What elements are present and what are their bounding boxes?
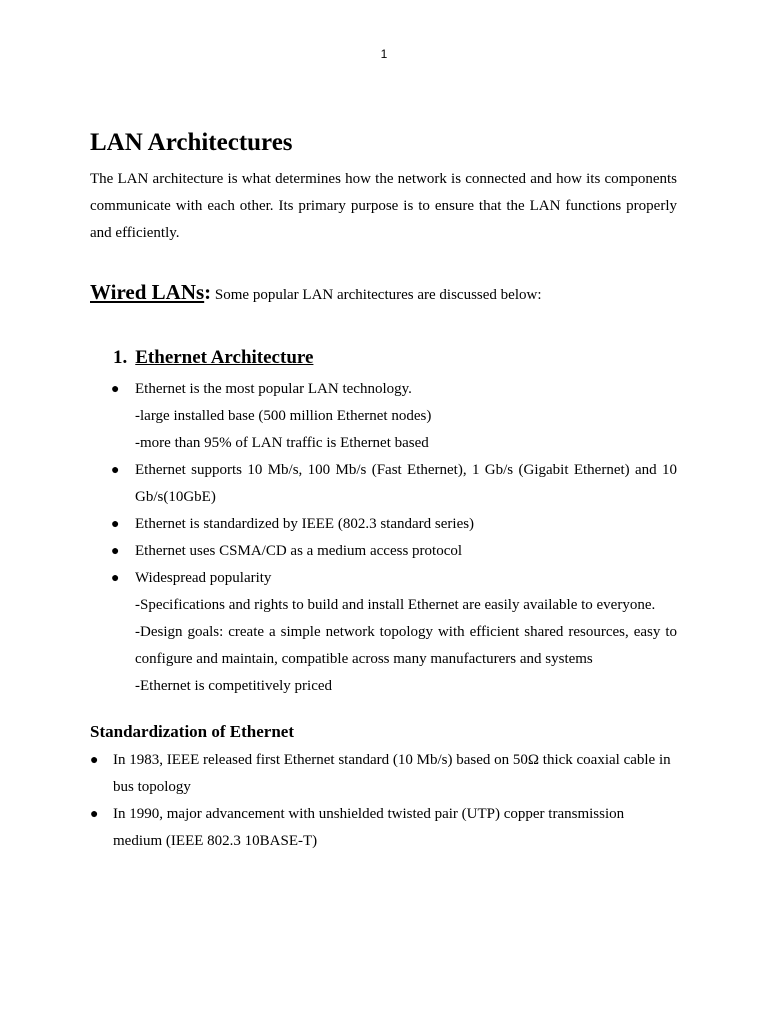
bullet-icon: ● — [111, 544, 120, 559]
list-item: ● Ethernet uses CSMA/CD as a medium access protocol — [90, 538, 677, 565]
wired-lans-line — [90, 277, 677, 310]
section-title-text: Ethernet Architecture — [135, 347, 314, 368]
page-number: 1 — [380, 47, 388, 61]
sub-item: -Specifications and rights to build and install Ethernet are easily available to everyone. — [135, 597, 656, 613]
bullet-icon: ● — [90, 753, 99, 768]
page-title: LAN Architectures — [90, 129, 293, 156]
sub-item: -Design goals: create a simple network topology with efficient shared resources, easy to configure and maintain, compatible across many manufacturers and systems — [135, 624, 677, 667]
standardization-bullet-list — [90, 747, 677, 855]
bullet-icon: ● — [111, 463, 120, 478]
intro-paragraph: The LAN architecture is what determines how the network is connected and how its components communicate with each other. Its primary purpose is to ensure that the LAN functions properly and efficiently. — [90, 171, 677, 241]
sub-item: -more than 95% of LAN traffic is Ethernet based — [135, 435, 429, 451]
bullet-icon: ● — [111, 517, 120, 532]
document-body — [90, 126, 677, 855]
ethernet-section-title — [113, 344, 677, 372]
standardization-heading: Standardization of Ethernet — [90, 722, 294, 741]
sub-item: -Ethernet is competitively priced — [135, 678, 333, 694]
list-item: ● Ethernet is the most popular LAN technology. — [90, 376, 677, 403]
bullet-icon: ● — [111, 571, 120, 586]
list-item: ● Ethernet is standardized by IEEE (802.3 standard series) — [90, 511, 677, 538]
list-item: ● Ethernet supports 10 Mb/s, 100 Mb/s (Fast Ethernet), 1 Gb/s (Gigabit Ethernet) and 10 Gb/s(10GbE) — [90, 457, 677, 511]
wired-lans-heading: Wired LANs: — [90, 280, 212, 304]
list-item: ● In 1990, major advancement with unshielded twisted pair (UTP) copper transmission medium (IEEE 802.3 10BASE-T) — [90, 801, 677, 855]
ethernet-bullet-list — [90, 376, 677, 700]
list-item: ● Widespread popularity — [90, 565, 677, 592]
sub-item: -large installed base (500 million Ethernet nodes) — [135, 408, 432, 424]
bullet-icon: ● — [111, 382, 120, 397]
section-number: 1. — [113, 347, 128, 368]
wired-lans-text: Some popular LAN architectures are discussed below: — [211, 287, 542, 303]
bullet-icon: ● — [90, 807, 99, 822]
list-item: ● In 1983, IEEE released first Ethernet standard (10 Mb/s) based on 50Ω thick coaxial cable in bus topology — [90, 747, 677, 801]
